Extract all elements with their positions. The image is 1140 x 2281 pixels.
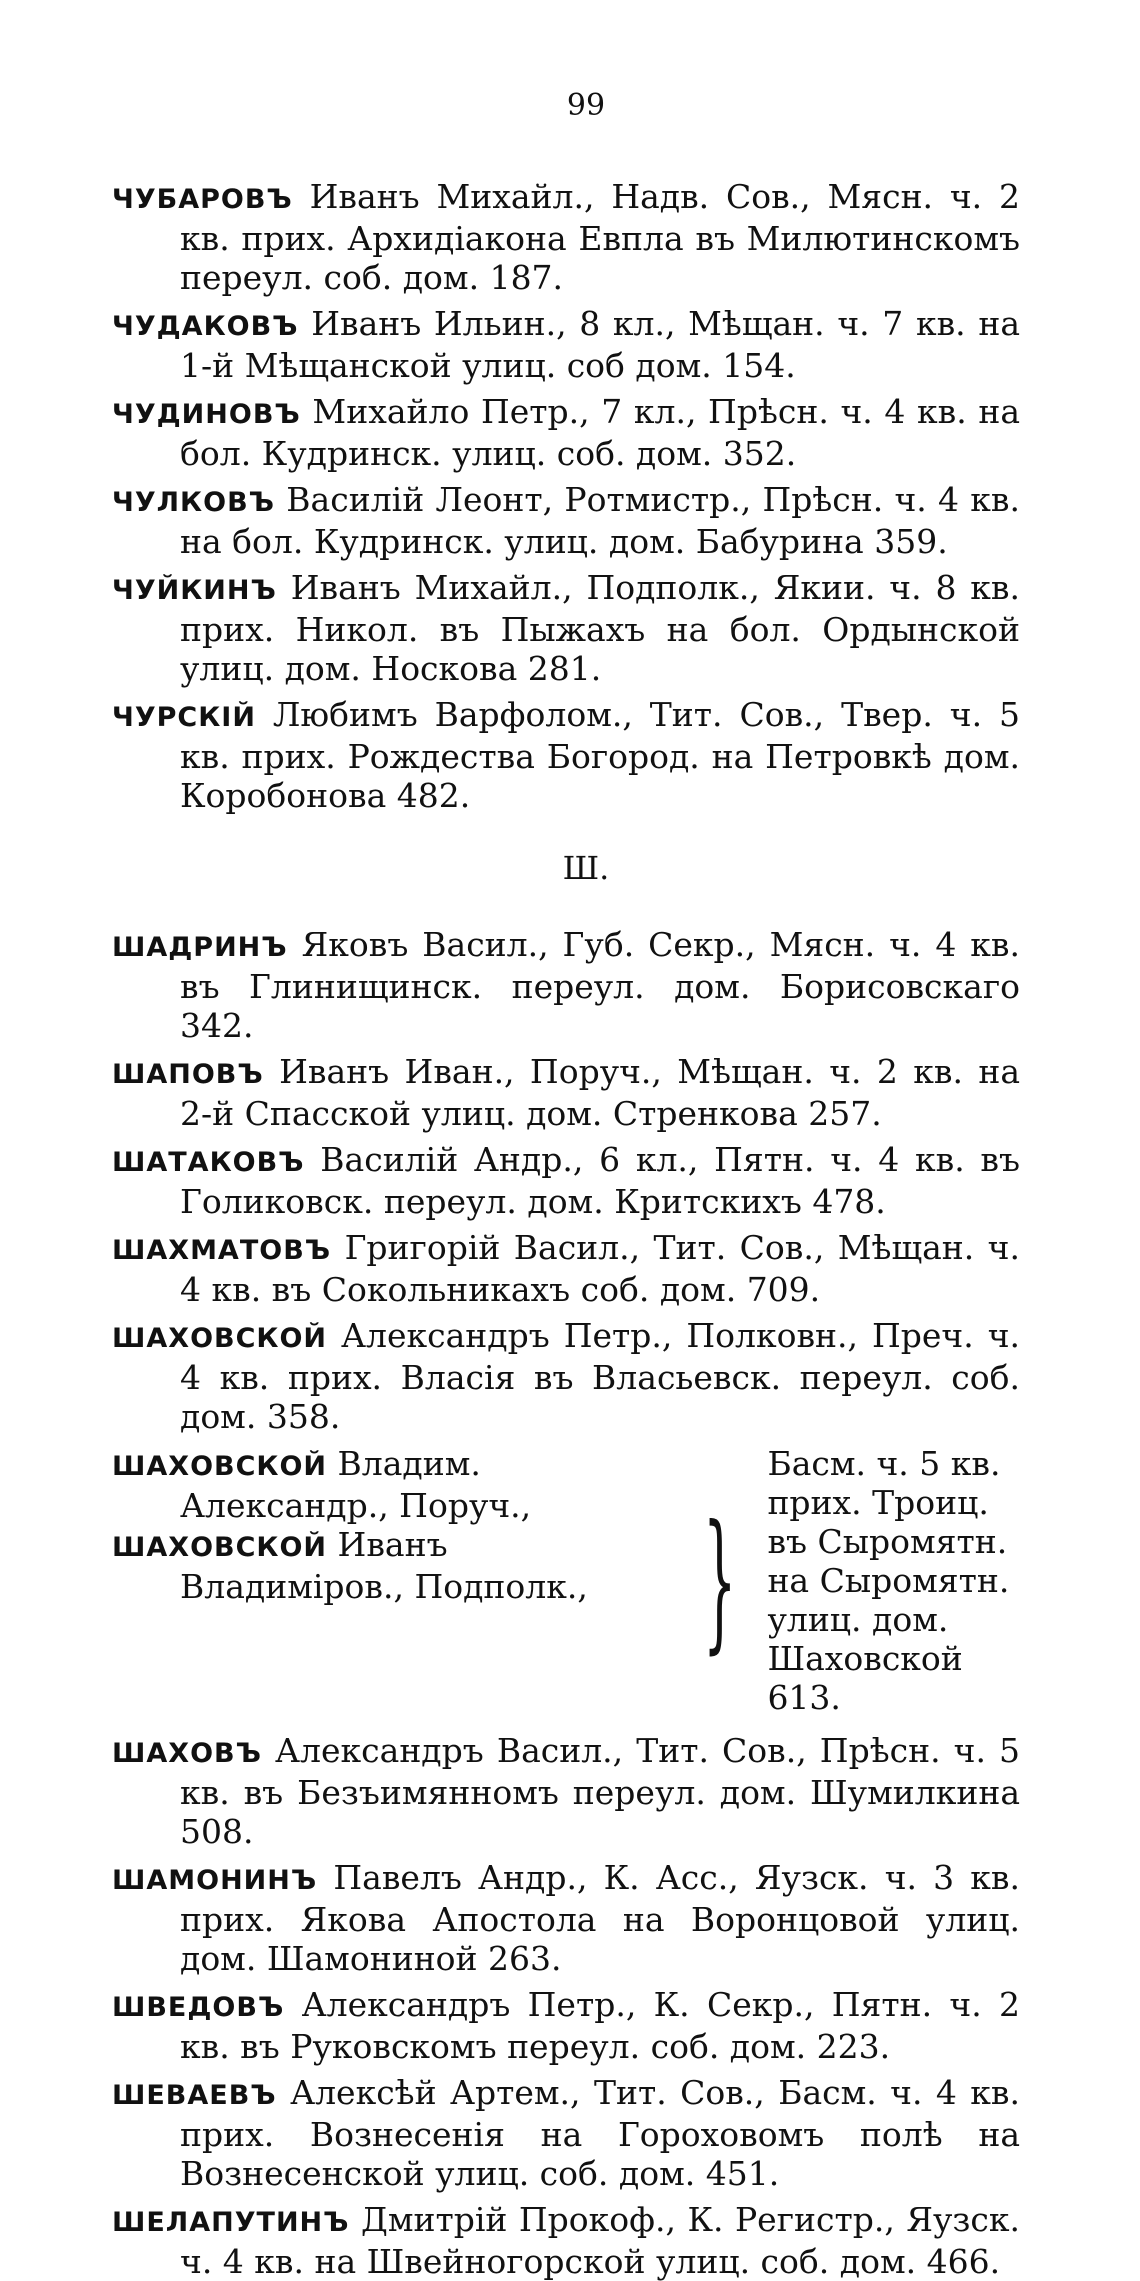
entry-details: Владим. Александр., Поруч.,: [180, 1444, 532, 1525]
entry-surname: ШАДРИНЪ: [112, 932, 288, 963]
entry-surname: ЧУБАРОВЪ: [112, 184, 293, 215]
entry-details: Дмитрiй Прокоф., К. Регистр., Яузск. ч. 4 кв. на Швейногорской улиц. соб. дом. 466.: [180, 2200, 1020, 2281]
entry-details: Иванъ Владимiров., Подполк.,: [180, 1525, 588, 1606]
directory-entry: [112, 2200, 1020, 2281]
directory-entry: [112, 695, 1020, 815]
entry-surname: ЧУЛКОВЪ: [112, 487, 276, 518]
directory-entry: [112, 1858, 1020, 1978]
directory-entry: [112, 1140, 1020, 1221]
entry-surname: ШАПОВЪ: [112, 1059, 264, 1090]
directory-entry: [112, 392, 1020, 473]
entry-details: Александръ Петр., Полковн., Преч. ч. 4 кв. прих. Власiя въ Власьевск. переул. соб. дом. 358.: [180, 1316, 1020, 1436]
directory-entry: [112, 568, 1020, 688]
entry-details: Михайло Петр., 7 кл., Прѣсн. ч. 4 кв. на бол. Кудринск. улиц. соб. дом. 352.: [180, 392, 1020, 473]
directory-entry: [112, 1052, 1020, 1133]
entry-details: Василiй Леонт, Ротмистр., Прѣсн. ч. 4 кв. на бол. Кудринск. улиц. дом. Бабурина 359.: [180, 480, 1020, 561]
entry-surname: ЧУЙКИНЪ: [112, 575, 277, 606]
entry-details: Александръ Петр., К. Секр., Пятн. ч. 2 кв. въ Руковскомъ переул. соб. дом. 223.: [180, 1985, 1020, 2066]
entry-surname: ШАХМАТОВЪ: [112, 1235, 332, 1266]
entry-details: Александръ Васил., Тит. Сов., Прѣсн. ч. 5 кв. въ Безъимянномъ переул. дом. Шумилкина 508.: [180, 1731, 1020, 1851]
directory-entry: [112, 1731, 1020, 1851]
entry-details: Василiй Андр., 6 кл., Пятн. ч. 4 кв. въ Голиковск. переул. дом. Критскихъ 478.: [180, 1140, 1020, 1221]
directory-entry: [112, 480, 1020, 561]
entry-surname: ЧУДАКОВЪ: [112, 311, 299, 342]
entry-details: Григорiй Васил., Тит. Сов., Мѣщан. ч. 4 кв. въ Сокольникахъ соб. дом. 709.: [180, 1228, 1020, 1309]
entry-details: Любимъ Варфолом., Тит. Сов., Твер. ч. 5 кв. прих. Рождества Богород. на Петровкѣ дом. Коробонова 482.: [180, 695, 1020, 815]
entry-surname: ШАТАКОВЪ: [112, 1147, 305, 1178]
entry-surname: ШАХОВСКОЙ: [112, 1323, 328, 1354]
entry-surname: ЧУРСКIЙ: [112, 702, 256, 733]
grouped-entries: [112, 1444, 1020, 1717]
section-heading: Ш.: [562, 849, 610, 887]
directory-entry: [112, 304, 1020, 385]
entry-details: Яковъ Васил., Губ. Секр., Мясн. ч. 4 кв. въ Глинищинск. переул. дом. Борисовскаго 342.: [180, 925, 1020, 1045]
directory-entry: [112, 2073, 1020, 2193]
directory-entry: [112, 1316, 1020, 1436]
directory-entry: [112, 1228, 1020, 1309]
directory-entry: [112, 1525, 672, 1606]
entry-surname: ШАХОВСКОЙ: [112, 1451, 328, 1482]
entry-surname: ЧУДИНОВЪ: [112, 399, 301, 430]
entry-surname: ШАХОВЪ: [112, 1738, 262, 1769]
entry-surname: ШВЕДОВЪ: [112, 1992, 285, 2023]
directory-entry: [112, 1444, 672, 1525]
entry-details: Алексѣй Артем., Тит. Сов., Басм. ч. 4 кв. прих. Вознесенiя на Гороховомъ полѣ на Вознесенской улиц. соб. дом. 451.: [180, 2073, 1020, 2193]
entry-details: Иванъ Ильин., 8 кл., Мѣщан. ч. 7 кв. на 1-й Мѣщанской улиц. соб дом. 154.: [180, 304, 1020, 385]
directory-entry: [112, 177, 1020, 297]
entry-surname: ШАМОНИНЪ: [112, 1865, 318, 1896]
directory-entry: [112, 1985, 1020, 2066]
entry-surname: ШЕВАЕВЪ: [112, 2080, 277, 2111]
page-number: 99: [566, 88, 606, 123]
entry-surname: ШАХОВСКОЙ: [112, 1532, 328, 1563]
directory-entry: [112, 925, 1020, 1045]
entry-details: Иванъ Иван., Поруч., Мѣщан. ч. 2 кв. на 2-й Спасской улиц. дом. Стренкова 257.: [180, 1052, 1020, 1133]
entry-surname: ШЕЛАПУТИНЪ: [112, 2207, 350, 2238]
entry-details: Иванъ Михайл., Подполк., Якии. ч. 8 кв. прих. Никол. въ Пыжахъ на бол. Ордынской улиц. дом. Носкова 281.: [180, 568, 1020, 688]
shared-address: Басм. ч. 5 кв. прих. Троиц. въ Сыромятн. на Сыромятн. улиц. дом. Шаховской 613.: [767, 1444, 1010, 1717]
curly-brace-icon: }: [703, 1493, 737, 1668]
grouped-entries-names: [112, 1444, 672, 1717]
entry-details: Павелъ Андр., К. Асс., Яузск. ч. 3 кв. прих. Якова Апостола на Воронцовой улиц. дом. Шамониной 263.: [180, 1858, 1020, 1978]
entry-details: Иванъ Михайл., Надв. Сов., Мясн. ч. 2 кв. прих. Архидiакона Евпла въ Милютинскомъ переул. соб. дом. 187.: [180, 177, 1020, 297]
